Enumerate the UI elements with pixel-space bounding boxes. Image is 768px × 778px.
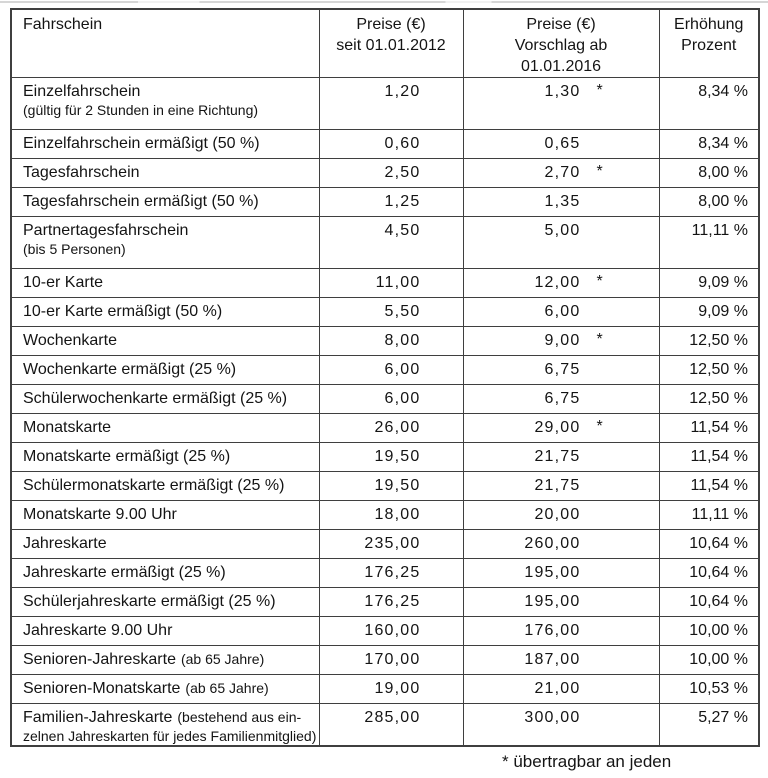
price-2016-cell xyxy=(463,356,659,385)
price-2012-cell xyxy=(319,530,463,559)
ticket-name-cell xyxy=(11,588,319,617)
price-2016-cell xyxy=(463,327,659,356)
ticket-name: Einzelfahrschein ermäßigt (50 %) xyxy=(23,135,260,152)
table-row xyxy=(11,530,759,559)
ticket-name-note: (ab 65 Jahre) xyxy=(180,651,265,667)
increase-percent-cell xyxy=(659,269,759,298)
price-2012-cell xyxy=(319,588,463,617)
price-2016-value: 176,00 xyxy=(524,622,581,639)
price-2012-value: 235,00 xyxy=(364,535,421,552)
ticket-name: 10-er Karte xyxy=(23,274,104,291)
increase-percent-cell xyxy=(659,130,759,159)
price-2016-value: 21,00 xyxy=(534,680,581,697)
ticket-name: Senioren-Jahreskarte xyxy=(23,651,176,668)
header-erhoehung-line1: Erhöhung xyxy=(674,16,744,33)
price-2016-value: 195,00 xyxy=(524,564,581,581)
price-2012-value: 5,50 xyxy=(384,303,421,320)
increase-percent-value: 12,50 % xyxy=(689,390,748,407)
ticket-name-cell xyxy=(11,159,319,188)
price-2016-value: 2,70 xyxy=(544,164,581,181)
price-2016-value: 260,00 xyxy=(524,535,581,552)
price-2012-value: 11,00 xyxy=(375,274,421,291)
price-2012-cell xyxy=(319,188,463,217)
header-fahrschein-label: Fahrschein xyxy=(23,16,103,33)
increase-percent-cell xyxy=(659,188,759,217)
price-2012-value: 0,60 xyxy=(384,135,421,152)
price-2012-cell xyxy=(319,217,463,269)
increase-percent-cell xyxy=(659,617,759,646)
price-2012-cell xyxy=(319,704,463,747)
increase-percent-value: 11,54 % xyxy=(690,419,748,436)
increase-percent-cell xyxy=(659,217,759,269)
ticket-name-cell xyxy=(11,501,319,530)
header-preise-2016 xyxy=(463,9,659,78)
increase-percent-value: 11,54 % xyxy=(690,448,748,465)
fare-table-body xyxy=(11,78,759,747)
ticket-name-cell xyxy=(11,414,319,443)
table-row xyxy=(11,559,759,588)
price-2012-cell xyxy=(319,130,463,159)
price-2012-value: 6,00 xyxy=(384,361,421,378)
increase-percent-value: 10,53 % xyxy=(689,680,748,697)
header-fahrschein xyxy=(11,9,319,78)
price-2012-cell xyxy=(319,472,463,501)
price-2016-cell xyxy=(463,188,659,217)
ticket-name: Jahreskarte 9.00 Uhr xyxy=(23,622,173,639)
ticket-name-cell xyxy=(11,356,319,385)
ticket-name: Monatskarte 9.00 Uhr xyxy=(23,506,177,523)
ticket-name: Familien-Jahreskarte xyxy=(23,709,173,726)
price-2012-value: 285,00 xyxy=(364,709,421,726)
increase-percent-value: 11,11 % xyxy=(691,506,748,523)
increase-percent-value: 10,64 % xyxy=(689,535,748,552)
price-2016-cell xyxy=(463,501,659,530)
increase-percent-value: 10,00 % xyxy=(689,622,748,639)
price-2016-value: 6,00 xyxy=(544,303,581,320)
price-2016-cell xyxy=(463,130,659,159)
ticket-name-cell xyxy=(11,385,319,414)
price-2012-cell xyxy=(319,327,463,356)
price-2016-cell xyxy=(463,298,659,327)
increase-percent-cell xyxy=(659,559,759,588)
ticket-name-cell xyxy=(11,217,319,269)
price-2012-cell xyxy=(319,414,463,443)
increase-percent-cell xyxy=(659,159,759,188)
ticket-name: 10-er Karte ermäßigt (50 %) xyxy=(23,303,223,320)
price-2012-value: 170,00 xyxy=(364,651,421,668)
fare-table xyxy=(10,8,760,747)
price-2012-cell xyxy=(319,159,463,188)
ticket-name-cell xyxy=(11,472,319,501)
increase-percent-cell xyxy=(659,385,759,414)
ticket-name-note: (bestehend aus ein- xyxy=(177,709,302,725)
table-row xyxy=(11,130,759,159)
increase-percent-cell xyxy=(659,443,759,472)
price-2016-value: 1,30 xyxy=(544,83,581,100)
increase-percent-cell xyxy=(659,704,759,747)
header-preise-2012-line2: seit 01.01.2012 xyxy=(336,37,446,54)
price-2016-cell xyxy=(463,675,659,704)
increase-percent-value: 8,34 % xyxy=(698,135,748,152)
increase-percent-value: 10,00 % xyxy=(689,651,748,668)
price-2012-cell xyxy=(319,356,463,385)
table-row xyxy=(11,159,759,188)
price-2016-cell xyxy=(463,646,659,675)
table-row xyxy=(11,327,759,356)
price-2012-cell xyxy=(319,385,463,414)
asterisk-marker: * xyxy=(596,418,603,435)
header-erhoehung-line2: Prozent xyxy=(681,37,737,54)
price-2016-value: 6,75 xyxy=(544,361,581,378)
price-2016-value: 21,75 xyxy=(534,477,581,494)
price-2016-value: 29,00 xyxy=(534,419,581,436)
price-2012-value: 1,20 xyxy=(384,83,421,100)
increase-percent-value: 12,50 % xyxy=(689,332,748,349)
increase-percent-value: 8,00 % xyxy=(698,164,748,181)
price-2012-cell xyxy=(319,78,463,130)
price-2012-value: 8,00 xyxy=(384,332,421,349)
increase-percent-cell xyxy=(659,327,759,356)
ticket-name-cell xyxy=(11,298,319,327)
price-2012-value: 6,00 xyxy=(384,390,421,407)
table-row xyxy=(11,217,759,269)
price-2016-value: 6,75 xyxy=(544,390,581,407)
price-2012-cell xyxy=(319,559,463,588)
ticket-description: (gültig für 2 Stunden in eine Richtung) xyxy=(23,102,259,118)
ticket-name: Wochenkarte xyxy=(23,332,117,349)
price-2012-value: 176,25 xyxy=(364,564,421,581)
ticket-name: Partnertagesfahrschein xyxy=(23,222,189,239)
price-2012-cell xyxy=(319,501,463,530)
increase-percent-value: 11,54 % xyxy=(690,477,748,494)
ticket-name-cell xyxy=(11,443,319,472)
ticket-name: Monatskarte ermäßigt (25 %) xyxy=(23,448,231,465)
ticket-name: Tagesfahrschein ermäßigt (50 %) xyxy=(23,193,259,210)
increase-percent-value: 5,27 % xyxy=(698,709,748,726)
header-preise-2016-line2: Vorschlag ab xyxy=(514,37,608,54)
increase-percent-cell xyxy=(659,298,759,327)
price-2016-cell xyxy=(463,559,659,588)
increase-percent-cell xyxy=(659,675,759,704)
fare-table-header xyxy=(11,9,759,78)
price-2016-cell xyxy=(463,414,659,443)
price-2016-cell xyxy=(463,217,659,269)
table-row xyxy=(11,188,759,217)
price-2012-value: 4,50 xyxy=(384,222,421,239)
price-2012-cell xyxy=(319,646,463,675)
footnote: * übertragbar an jeden xyxy=(502,752,672,771)
table-row xyxy=(11,675,759,704)
table-row xyxy=(11,269,759,298)
asterisk-marker: * xyxy=(596,163,603,180)
ticket-description: (bis 5 Personen) xyxy=(23,241,126,257)
table-row xyxy=(11,356,759,385)
ticket-name-note: (ab 65 Jahre) xyxy=(185,680,269,696)
ticket-name: Tagesfahrschein xyxy=(23,164,140,181)
ticket-name: Jahreskarte ermäßigt (25 %) xyxy=(23,564,226,581)
table-row xyxy=(11,78,759,130)
table-row xyxy=(11,588,759,617)
price-2016-value: 0,65 xyxy=(544,135,581,152)
table-row xyxy=(11,298,759,327)
table-row xyxy=(11,617,759,646)
ticket-name-cell xyxy=(11,78,319,130)
increase-percent-cell xyxy=(659,472,759,501)
price-2016-cell xyxy=(463,704,659,747)
increase-percent-value: 9,09 % xyxy=(698,303,748,320)
header-preise-2016-line1: Preise (€) xyxy=(526,16,596,33)
ticket-name-cell xyxy=(11,188,319,217)
header-preise-2012-line1: Preise (€) xyxy=(356,16,426,33)
price-2016-cell xyxy=(463,617,659,646)
ticket-name-cell xyxy=(11,269,319,298)
increase-percent-cell xyxy=(659,78,759,130)
increase-percent-cell xyxy=(659,588,759,617)
price-2016-cell xyxy=(463,443,659,472)
ticket-name: Jahreskarte xyxy=(23,535,107,552)
increase-percent-value: 10,64 % xyxy=(689,593,748,610)
increase-percent-cell xyxy=(659,646,759,675)
price-2012-value: 160,00 xyxy=(364,622,421,639)
price-2012-value: 176,25 xyxy=(364,593,421,610)
increase-percent-cell xyxy=(659,414,759,443)
increase-percent-value: 9,09 % xyxy=(698,274,748,291)
price-2012-cell xyxy=(319,298,463,327)
ticket-name: Wochenkarte ermäßigt (25 %) xyxy=(23,361,237,378)
price-2016-value: 1,35 xyxy=(544,193,581,210)
ticket-name-cell xyxy=(11,559,319,588)
table-row xyxy=(11,443,759,472)
ticket-name: Senioren-Monatskarte xyxy=(23,680,181,697)
ticket-name: Schülermonatskarte ermäßigt (25 %) xyxy=(23,477,285,494)
price-2016-cell xyxy=(463,530,659,559)
header-preise-2016-line3: 01.01.2016 xyxy=(520,58,602,75)
asterisk-marker: * xyxy=(596,331,603,348)
ticket-name: Schülerwochenkarte ermäßigt (25 %) xyxy=(23,390,288,407)
price-2016-value: 195,00 xyxy=(524,593,581,610)
price-2012-cell xyxy=(319,617,463,646)
ticket-name-cell xyxy=(11,327,319,356)
price-2012-value: 18,00 xyxy=(374,506,421,523)
price-2016-value: 5,00 xyxy=(544,222,581,239)
increase-percent-cell xyxy=(659,501,759,530)
price-2016-cell xyxy=(463,472,659,501)
ticket-name: Schülerjahreskarte ermäßigt (25 %) xyxy=(23,593,276,610)
increase-percent-value: 8,34 % xyxy=(698,83,748,100)
price-2012-cell xyxy=(319,443,463,472)
price-2016-cell xyxy=(463,159,659,188)
price-2016-value: 300,00 xyxy=(524,709,581,726)
header-row xyxy=(11,9,759,78)
ticket-name: Einzelfahrschein xyxy=(23,83,141,100)
price-2012-cell xyxy=(319,269,463,298)
price-2012-cell xyxy=(319,675,463,704)
price-2016-value: 12,00 xyxy=(534,274,581,291)
price-2016-value: 20,00 xyxy=(534,506,581,523)
ticket-name-cell xyxy=(11,530,319,559)
ticket-description: zelnen Jahreskarten für jedes Familienmitglied) xyxy=(23,728,317,744)
ticket-name-cell xyxy=(11,130,319,159)
table-row xyxy=(11,704,759,747)
table-row xyxy=(11,414,759,443)
ticket-name: Monatskarte xyxy=(23,419,112,436)
table-row xyxy=(11,501,759,530)
increase-percent-cell xyxy=(659,356,759,385)
table-row xyxy=(11,472,759,501)
increase-percent-cell xyxy=(659,530,759,559)
table-row xyxy=(11,646,759,675)
price-2012-value: 26,00 xyxy=(374,419,421,436)
increase-percent-value: 10,64 % xyxy=(689,564,748,581)
price-2016-cell xyxy=(463,588,659,617)
price-2012-value: 19,50 xyxy=(374,448,421,465)
price-2016-cell xyxy=(463,78,659,130)
ticket-name-cell xyxy=(11,675,319,704)
price-2012-value: 2,50 xyxy=(384,164,421,181)
price-2016-cell xyxy=(463,269,659,298)
price-2016-value: 21,75 xyxy=(534,448,581,465)
ticket-name-cell xyxy=(11,704,319,747)
scan-artifact-line xyxy=(0,1,768,3)
increase-percent-value: 8,00 % xyxy=(698,193,748,210)
asterisk-marker: * xyxy=(596,82,603,99)
price-2016-value: 187,00 xyxy=(524,651,581,668)
ticket-name-cell xyxy=(11,646,319,675)
price-2016-cell xyxy=(463,385,659,414)
header-erhoehung xyxy=(659,9,759,78)
header-preise-2012 xyxy=(319,9,463,78)
table-row xyxy=(11,385,759,414)
asterisk-marker: * xyxy=(596,273,603,290)
price-2012-value: 19,50 xyxy=(374,477,421,494)
increase-percent-value: 11,11 % xyxy=(691,222,748,239)
price-2016-value: 9,00 xyxy=(544,332,581,349)
ticket-name-cell xyxy=(11,617,319,646)
price-2012-value: 19,00 xyxy=(374,680,421,697)
price-2012-value: 1,25 xyxy=(384,193,421,210)
increase-percent-value: 12,50 % xyxy=(689,361,748,378)
